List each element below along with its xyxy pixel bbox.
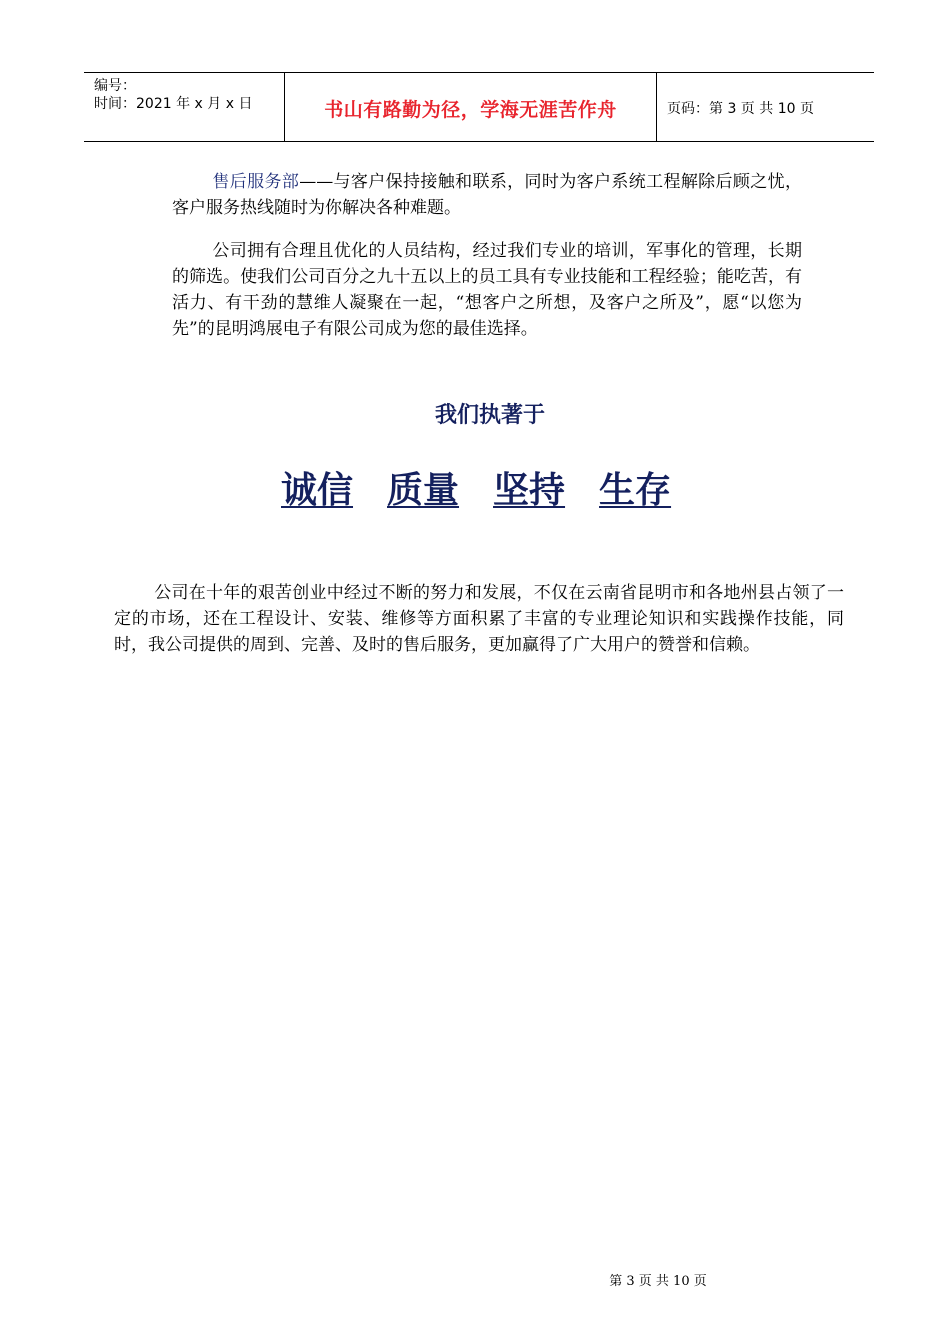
header-motto-cell [285,73,657,141]
commitment-heading: 我们执著于 [434,403,545,428]
paragraph-staff-structure-text: 公司拥有合理且优化的人员结构，经过我们专业的培训，军事化的管理，长期的筛选。使我们公司百分之九十五以上的员工具有专业技能和工程经验；能吃苦，有活力、有干劲的慧维人凝聚在一起，“想客户之所想，及客户之所及”，愿“以您为先”的昆明鸿展电子有限公司成为您的最佳选择。 [172,241,802,339]
paragraph-staff-structure [172,238,802,342]
paragraph-after-sales [172,169,802,221]
header-page-cell [657,73,874,141]
header-meta-cell [84,73,285,141]
header-page-info: 页码：第 3 页 共 10 页 [667,101,814,117]
paragraph-company-history-text: 公司在十年的艰苦创业中经过不断的努力和发展，不仅在云南省昆明市和各地州县占领了一定的市场，还在工程设计、安装、维修等方面积累了丰富的专业理论知识和实践操作技能，同时，我公司提供的周到、完善、及时的售后服务，更加赢得了广大用户的赞誉和信赖。 [114,583,844,655]
document-number-label: 编号： [94,78,136,94]
document-header [84,72,874,142]
page-footer: 第 3 页 共 10 页 [609,1274,707,1289]
value-persistence: 坚持 [493,470,566,511]
paragraph-after-sales-text: ——与客户保持接触和联系，同时为客户系统工程解除后顾之忧，客户服务热线随时为你解决各种难题。 [172,172,803,218]
value-quality: 质量 [387,470,460,511]
value-survival: 生存 [599,470,672,511]
paragraph-company-history [114,580,844,658]
after-sales-dept-link[interactable]: 售后服务部 [212,172,300,192]
value-integrity: 诚信 [281,470,354,511]
core-values [281,462,671,513]
document-time-label: 时间：2021 年 x 月 x 日 [94,96,253,112]
header-motto: 书山有路勤为径，学海无涯苦作舟 [324,99,617,121]
